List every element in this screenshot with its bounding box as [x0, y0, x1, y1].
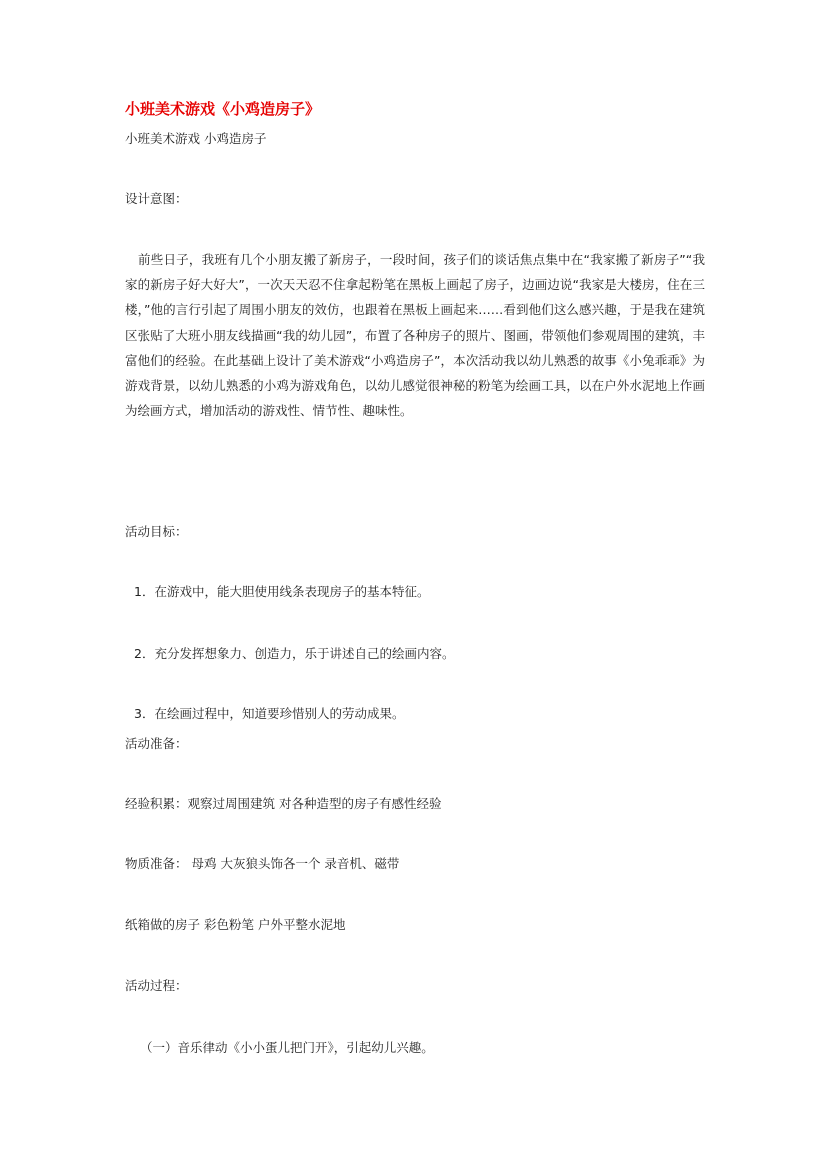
- document-subtitle: 小班美术游戏 小鸡造房子: [125, 131, 267, 146]
- design-intent-heading: 设计意图：: [125, 191, 188, 206]
- goal-item-1: 1．在游戏中，能大胆使用线条表现房子的基本特征。: [134, 584, 430, 599]
- preparation-materials: 物质准备： 母鸡 大灰狼头饰各一个 录音机、磁带: [125, 856, 400, 871]
- goal-item-2: 2．充分发挥想象力、创造力，乐于讲述自己的绘画内容。: [134, 646, 455, 661]
- process-step-1: （一）音乐律动《小小蛋儿把门开》，引起幼儿兴趣。: [140, 1040, 434, 1055]
- goals-heading: 活动目标：: [125, 524, 188, 539]
- preparation-heading: 活动准备：: [125, 736, 188, 751]
- preparation-experience: 经验积累：观察过周围建筑 对各种造型的房子有感性经验: [125, 796, 442, 811]
- design-intent-paragraph: 前些日子，我班有几个小朋友搬了新房子，一段时间，孩子们的谈话焦点集中在“我家搬了新房子”“我家的新房子好大好大”，一次天天忍不住拿起粉笔在黑板上画起了房子，边画边说“我家是大楼房，住在三楼，”他的言行引起了周围小朋友的效仿，也跟着在黑板上画起来……看到他们这么感兴趣，于是我在建筑区张贴了大班小朋友线描画“我的幼儿园”，布置了各种房子的照片、图画，带领他们参观周围的建筑，丰富他们的经验。在此基础上设计了美术游戏“小鸡造房子”，本次活动我以幼儿熟悉的故事《小兔乖乖》为游戏背景，以幼儿熟悉的小鸡为游戏角色，以幼儿感觉很神秘的粉笔为绘画工具，以在户外水泥地上作画为绘画方式，增加活动的游戏性、情节性、趣味性。: [125, 252, 705, 419]
- document-title: 小班美术游戏《小鸡造房子》: [125, 100, 321, 118]
- goal-item-3: 3．在绘画过程中，知道要珍惜别人的劳动成果。: [134, 706, 405, 721]
- process-heading: 活动过程：: [125, 978, 188, 993]
- preparation-materials-continued: 纸箱做的房子 彩色粉笔 户外平整水泥地: [125, 917, 346, 932]
